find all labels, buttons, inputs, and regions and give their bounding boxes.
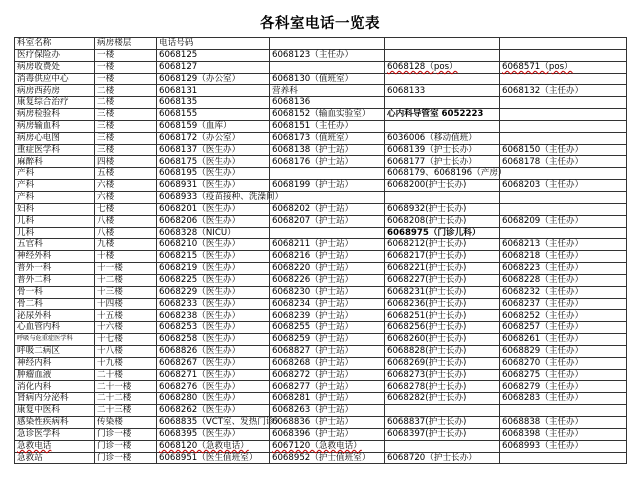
table-cell: 三楼 [95,109,157,121]
table-row [15,274,627,286]
table-cell: 6068261（主任办） [500,334,627,346]
table-cell: 6068836（护士站） [270,417,385,429]
table-cell: 病房心电图 [15,132,95,144]
table-cell: 6068202（护士站） [270,203,385,215]
table-cell: 6068226（护士站） [270,274,385,286]
table-cell: 6068233（医生办） [157,298,270,310]
table-cell: 6068127 [157,61,270,73]
table-cell: 6068229（医生办） [157,286,270,298]
table-cell: 6068217(护士长办) [385,251,500,263]
table-row [15,428,627,440]
table-cell: 6068395（医生办） [157,428,270,440]
table-cell: 妇科 [15,203,95,215]
table-cell: 6068209（主任办） [500,215,627,227]
table-row [15,85,627,97]
table-cell: 6068277（护士站） [270,381,385,393]
table-cell: 6068328（NICU） [157,227,270,239]
table-cell: 6068216（护士站） [270,251,385,263]
table-cell: 6068267（医生办） [157,357,270,369]
table-cell: 6068132（主任办） [500,85,627,97]
table-cell: 十楼 [95,251,157,263]
table-cell: 儿科 [15,215,95,227]
table-cell: 消化内科 [15,381,95,393]
table-cell: 6068172（办公室） [157,132,270,144]
table-cell: 6068228（主任办） [500,274,627,286]
table-cell: 6068270（主任办） [500,357,627,369]
table-cell [500,168,627,180]
table-cell: 急救电话 [15,440,95,452]
table-cell: 消毒供应中心 [15,73,95,85]
header-cell [270,38,385,50]
table-header-row [15,38,627,50]
table-cell: 6068975（门诊儿科） [385,227,500,239]
table-cell: 6068253（医生办） [157,322,270,334]
table-row [15,381,627,393]
table-cell: 门诊一楼 [95,452,157,464]
table-cell: 6068258（医生办） [157,334,270,346]
table-cell: 感染性疾病科 [15,417,95,429]
table-cell: 十四楼 [95,298,157,310]
table-cell: 6068571（pos） [500,61,627,73]
table-cell: 三楼 [95,132,157,144]
table-cell: 6068255（护士站） [270,322,385,334]
table-row [15,144,627,156]
table-cell: 6068151（主任办） [270,120,385,132]
table-row [15,452,627,464]
table-cell: 呼吸二病区 [15,345,95,357]
table-cell: 普外一科 [15,263,95,275]
table-cell: 6068952（护士值班室） [270,452,385,464]
table-cell: 五官科 [15,239,95,251]
table-cell: 6068218（主任办） [500,251,627,263]
table-cell: 6068829（主任办） [500,345,627,357]
table-cell: 6068234（护士站） [270,298,385,310]
table-cell: 6068828(护士长办) [385,345,500,357]
page-title: 各科室电话一览表 [260,15,380,32]
table-cell: 6068138（护士站） [270,144,385,156]
table-cell: 神经内科 [15,357,95,369]
table-cell: 十六楼 [95,322,157,334]
table-cell: 营养科 [270,85,385,97]
header-cell [500,38,627,50]
table-cell: 6068135 [157,97,270,109]
table-cell: 6068237（主任办） [500,298,627,310]
table-cell: 6068993（主任办） [500,440,627,452]
table-cell: 6068283（主任办） [500,393,627,405]
table-cell: 6068179、6068196（产房） [385,168,500,180]
table-cell: 6068257（主任办） [500,322,627,334]
table-cell: 6068221(护士长办) [385,263,500,275]
table-row [15,369,627,381]
table-cell: 6068269(护士长办) [385,357,500,369]
table-cell: 6068231(护士长办) [385,286,500,298]
table-cell: 6068136 [270,97,385,109]
table-cell: 6068177（护士长办） [385,156,500,168]
table-cell: 6068263（护士站） [270,405,385,417]
table-cell: 6068238（医生办） [157,310,270,322]
table-cell: 泌尿外科 [15,310,95,322]
table-cell: 病房检验科 [15,109,95,121]
table-cell: 6068262（医生办） [157,405,270,417]
table-cell: 6068227(护士长办) [385,274,500,286]
table-row [15,109,627,121]
table-cell: 6068268（护士站） [270,357,385,369]
table-cell: 6068276（医生办） [157,381,270,393]
header-cell: 科室名称 [15,38,95,50]
table-cell: 6068398（主任办） [500,428,627,440]
table-cell: 骨二科 [15,298,95,310]
table-cell: 八楼 [95,227,157,239]
table-cell: 六楼 [95,180,157,192]
table-row [15,357,627,369]
table-cell: 6068195（医生办） [157,168,270,180]
table-cell: 6068159（血库） [157,120,270,132]
table-cell: 6068838（主任办） [500,417,627,429]
table-row [15,263,627,275]
table-cell: 六楼 [95,191,157,203]
table-cell: 6068933（疫苗接种、洗澡间） [157,191,270,203]
table-cell: 十二楼 [95,274,157,286]
table-cell: 一楼 [95,49,157,61]
table-cell: 十八楼 [95,345,157,357]
table-cell: 急救站 [15,452,95,464]
table-cell: 6068230（护士站） [270,286,385,298]
table-cell: 二楼 [95,85,157,97]
table-cell: 6068837(护士长办) [385,417,500,429]
table-cell: 二十一楼 [95,381,157,393]
table-cell [500,49,627,61]
table-cell: 6068281（护士站） [270,393,385,405]
table-cell [270,61,385,73]
table-cell: 门诊一楼 [95,440,157,452]
table-cell: 6068215（医生办） [157,251,270,263]
table-cell: 十三楼 [95,286,157,298]
table-row [15,334,627,346]
table-cell: 6068835（VCT室、发热门诊） [157,417,270,429]
table-cell: 6068260(护士长办) [385,334,500,346]
table-cell: 6068272（护士站） [270,369,385,381]
table-cell: 心内科导管室 6052223 [385,109,500,121]
table-cell: 十五楼 [95,310,157,322]
table-cell: 6068279（主任办） [500,381,627,393]
table-cell: 6068130（值班室） [270,73,385,85]
table-cell: 6068203（主任办） [500,180,627,192]
table-cell: 6068212(护士长办) [385,239,500,251]
table-cell: 6068211（护士站） [270,239,385,251]
table-cell: 重症医学科 [15,144,95,156]
table-cell [500,97,627,109]
table-cell [500,109,627,121]
table-cell: 一楼 [95,73,157,85]
table-cell: 心血管内科 [15,322,95,334]
table-row [15,239,627,251]
table-cell: 病房收费处 [15,61,95,73]
table-cell: 6068155 [157,109,270,121]
table-cell: 6068278(护士长办) [385,381,500,393]
table-row [15,405,627,417]
table-cell: 八楼 [95,215,157,227]
table-cell: 6068128（pos） [385,61,500,73]
table-row [15,251,627,263]
table-cell: 十七楼 [95,334,157,346]
table-cell: 普外二科 [15,274,95,286]
table-cell: 6068201（医生办） [157,203,270,215]
table-cell [500,203,627,215]
table-cell: 6068199（护士站） [270,180,385,192]
table-cell: 6068176（护士站） [270,156,385,168]
table-cell: 三楼 [95,120,157,132]
table-cell: 康复中医科 [15,405,95,417]
table-cell: 6068256(护士长办) [385,322,500,334]
table-cell [500,191,627,203]
table-row [15,168,627,180]
table-cell: 6068223（主任办） [500,263,627,275]
table-cell [500,227,627,239]
table-row [15,417,627,429]
table-cell: 四楼 [95,156,157,168]
table-cell [270,168,385,180]
table-cell: 三楼 [95,144,157,156]
table-row [15,156,627,168]
table-cell: 6068207（护士站） [270,215,385,227]
table-cell: 6068173（值班室） [270,132,385,144]
table-row [15,203,627,215]
table-cell [385,73,500,85]
table-cell: 6068273(护士长办) [385,369,500,381]
table-cell: 6068152（输血实验室） [270,109,385,121]
table-cell: 6068827（护士站） [270,345,385,357]
table-cell: 6068206（医生办） [157,215,270,227]
table-cell: 二十楼 [95,369,157,381]
header-cell: 电话号码 [157,38,270,50]
table-cell: 6068826（医生办） [157,345,270,357]
table-cell: 6068275（主任办） [500,369,627,381]
table-row [15,49,627,61]
table-cell: 6068282(护士长办) [385,393,500,405]
table-cell: 传染楼 [95,417,157,429]
table-cell: 病房输血科 [15,120,95,132]
table-cell: 产科 [15,168,95,180]
table-cell: 6068213（主任办） [500,239,627,251]
table-cell: 6068225（医生办） [157,274,270,286]
table-cell [385,191,500,203]
table-cell: 6068720（护士长办） [385,452,500,464]
table-cell: 6068131 [157,85,270,97]
table-cell: 6068236(护士长办) [385,298,500,310]
table-row [15,440,627,452]
table-cell: 急诊医学科 [15,428,95,440]
table-cell: 肿瘤血液 [15,369,95,381]
table-cell: 6068271（医生办） [157,369,270,381]
table-cell: 6068129（办公室） [157,73,270,85]
table-cell: 6068239（护士站） [270,310,385,322]
table-cell: 6068232（主任办） [500,286,627,298]
table-cell: 病房西药房 [15,85,95,97]
phone-directory-table [14,37,627,464]
table-cell: 6068175（医生办） [157,156,270,168]
table-cell: 康复综合治疗 [15,97,95,109]
table-cell: 6068208(护士长办) [385,215,500,227]
table-row [15,215,627,227]
table-cell: 6067120（急救电话） [270,440,385,452]
table-cell: 6068150（主任办） [500,144,627,156]
table-cell: 6068280（医生办） [157,393,270,405]
table-cell: 二楼 [95,97,157,109]
table-cell: 6068125 [157,49,270,61]
table-row [15,393,627,405]
table-cell: 产科 [15,180,95,192]
table-cell: 七楼 [95,203,157,215]
table-row [15,298,627,310]
table-cell: 6068259（护士站） [270,334,385,346]
table-cell: 6068397(护士长办) [385,428,500,440]
table-cell: 五楼 [95,168,157,180]
table-cell: 产科 [15,191,95,203]
table-cell: 6068219（医生办） [157,263,270,275]
table-cell: 6068252（主任办） [500,310,627,322]
header-cell [385,38,500,50]
table-row [15,120,627,132]
table-cell: 6068951（医生值班室） [157,452,270,464]
table-cell: 呼吸与危重症医学科 [15,334,95,346]
table-cell: 6068200(护士长办) [385,180,500,192]
table-cell: 6068932(护士长办) [385,203,500,215]
table-row [15,61,627,73]
table-cell: 二十二楼 [95,393,157,405]
table-row [15,310,627,322]
table-cell: 十九楼 [95,357,157,369]
table-row [15,191,627,203]
table-row [15,322,627,334]
table-cell: 6068251(护士长办) [385,310,500,322]
table-cell: 6068137（医生办） [157,144,270,156]
table-cell: 十一楼 [95,263,157,275]
table-cell [500,120,627,132]
table-row [15,227,627,239]
table-cell [270,191,385,203]
table-cell [385,120,500,132]
table-cell [500,73,627,85]
table-cell: 6068210（医生办） [157,239,270,251]
table-cell: 二十三楼 [95,405,157,417]
table-row [15,286,627,298]
table-cell: 医疗保险办 [15,49,95,61]
table-cell: 骨一科 [15,286,95,298]
table-cell [500,132,627,144]
table-cell [385,97,500,109]
table-row [15,73,627,85]
table-cell: 6068396（护士站） [270,428,385,440]
table-cell: 肾病内分泌科 [15,393,95,405]
table-cell: 6068139（护士长办） [385,144,500,156]
table-row [15,132,627,144]
header-cell: 病房楼层 [95,38,157,50]
table-cell: 儿科 [15,227,95,239]
table-cell: 6068120（急救电话） [157,440,270,452]
table-cell [385,440,500,452]
table-cell: 6068931（医生办） [157,180,270,192]
table-row [15,97,627,109]
table-cell: 神经外科 [15,251,95,263]
table-row [15,345,627,357]
table-cell: 6068220（护士站） [270,263,385,275]
table-cell: 6068178（主任办） [500,156,627,168]
table-cell [270,227,385,239]
table-cell: 一楼 [95,61,157,73]
table-cell: 门诊一楼 [95,428,157,440]
table-cell [500,452,627,464]
table-cell [500,405,627,417]
table-cell: 6068123（主任办） [270,49,385,61]
table-cell: 6036006（移动值班） [385,132,500,144]
table-cell: 6068133 [385,85,500,97]
table-cell [385,49,500,61]
table-cell [385,405,500,417]
table-row [15,180,627,192]
table-cell: 麻醉科 [15,156,95,168]
table-cell: 九楼 [95,239,157,251]
